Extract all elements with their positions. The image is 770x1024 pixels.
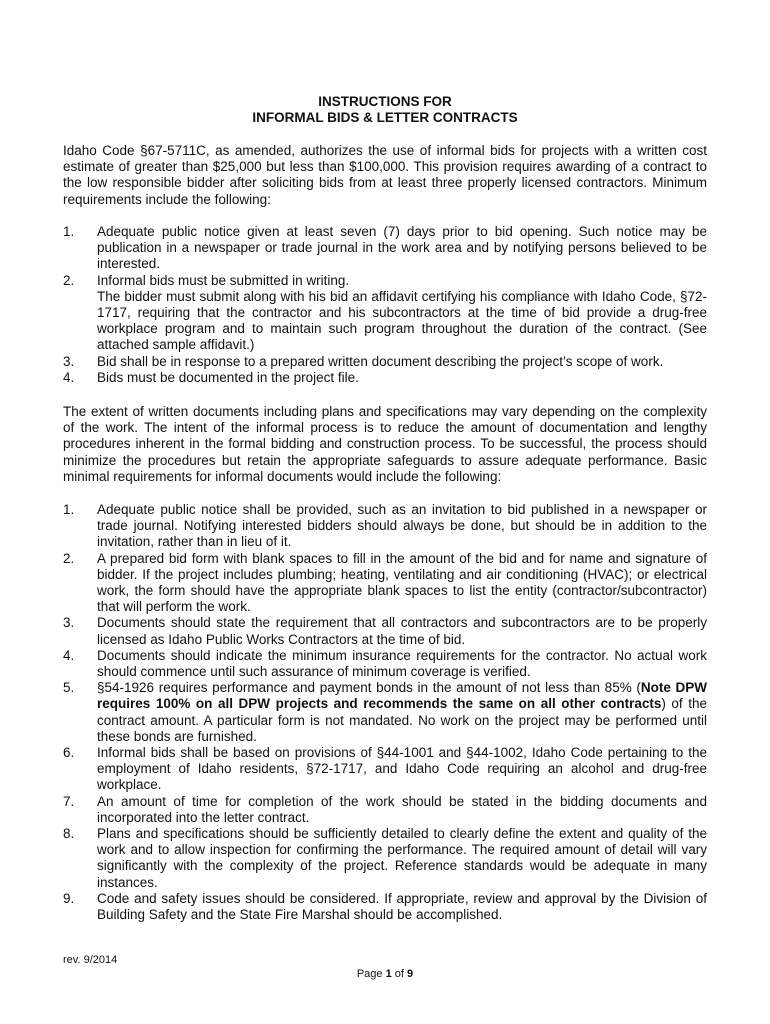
list-item: [63, 648, 707, 680]
list-item: [63, 502, 707, 551]
list-item-text: Documents should indicate the minimum insurance requirements for the contractor. No actual work should commence until such assurance of minimum coverage is verified.: [97, 647, 707, 680]
list-item: [63, 354, 707, 370]
list-item: [63, 891, 707, 923]
list-item-text: A prepared bid form with blank spaces to fill in the amount of the bid and for name and signature of bidder. If the project includes plumbing; heating, ventilating and air conditioning (HVAC); or electrical work, the form should have the appropriate blank spaces to list the entity (contractor/subcontractor) that will perform the work.: [97, 550, 707, 615]
list-item-text: Adequate public notice shall be provided, such as an invitation to bid published in a newspaper or trade journal. Notifying interested bidders should always be done, but should be in addition to the invitation, rather than in lieu of it.: [97, 502, 707, 550]
list-item-text: An amount of time for completion of the work should be stated in the bidding documents and incorporated into the letter contract.: [97, 793, 707, 825]
list-item-text: Informal bids must be submitted in writing.: [97, 272, 350, 288]
extent-paragraph: The extent of written documents including plans and specifications may vary depending on the complexity of the work. The intent of the informal process is to reduce the amount of documentation and lengthy procedures inherent in the formal bidding and construction process. To be successful, the process should minimize the procedures but retain the appropriate safeguards to assure adequate performance. Basic minimal requirements for informal documents would include the following:: [63, 404, 707, 484]
list-item-text: Plans and specifications should be sufficiently detailed to clearly define the extent and quality of the work and to allow inspection for confirming the performance. The required amount of detail will vary significantly with the complexity of the project. Reference standards would be adequate in many instances.: [97, 826, 707, 890]
document-title: [0, 94, 770, 127]
list-item-number: 4.: [63, 369, 75, 385]
bond-text-end: ) of the contract amount. A particular form is not mandated. No work on the project may be performed until these bonds are furnished.: [97, 696, 707, 744]
list-item-number: 9.: [63, 890, 75, 906]
list-item: [63, 794, 707, 826]
intro-paragraph: Idaho Code §67-5711C, as amended, authorizes the use of informal bids for projects with a written cost estimate of greater than $25,000 but less than $100,000. This provision requires awarding of a contract to the low responsible bidder after soliciting bids from at least three properly licensed contractors. Minimum requirements include the following:: [63, 143, 707, 207]
basic-requirements-list: [63, 502, 707, 923]
title-line-1: INSTRUCTIONS FOR: [318, 94, 452, 109]
list-item: [63, 224, 707, 273]
page-word: Page: [356, 968, 383, 980]
list-item-number: 7.: [63, 793, 75, 809]
list-item: [63, 551, 707, 616]
list-item-number: 8.: [63, 826, 75, 842]
list-item-number: 6.: [63, 745, 75, 761]
list-item-number: 1.: [63, 224, 75, 239]
bond-text-start: §54-1926 requires performance and payment bonds in the amount of not less than 85% (: [97, 680, 641, 696]
list-item: [63, 615, 707, 647]
list-item-text: Bids must be documented in the project file.: [97, 369, 359, 385]
list-item-number: 2.: [63, 272, 75, 288]
total-pages: 9: [407, 968, 414, 980]
list-item: [63, 680, 707, 745]
list-item-number: 1.: [63, 502, 75, 517]
list-item-number: 3.: [63, 615, 75, 631]
title-line-2: INFORMAL BIDS & LETTER CONTRACTS: [252, 110, 518, 126]
list-item-text: [97, 680, 707, 744]
list-item-text: Bid shall be in response to a prepared written document describing the project’s scope of work.: [97, 353, 664, 369]
list-item-text: Informal bids shall be based on provisions of §44-1001 and §44-1002, Idaho Code pertaining to the employment of Idaho residents, §72-1717, and Idaho Code requiring an alcohol and drug-free workplace.: [97, 745, 707, 793]
list-item: [63, 826, 707, 891]
current-page: 1: [385, 968, 392, 980]
of-word: of: [394, 968, 404, 980]
list-item: [63, 370, 707, 386]
list-item-number: 5.: [63, 680, 75, 696]
bond-note-bold: Note DPW requires 100% on all DPW projects and recommends the same on all other contracts: [97, 680, 707, 712]
list-item-text: Adequate public notice given at least seven (7) days prior to bid opening. Such notice may be publication in a newspaper or trade journal in the work area and by notifying persons believed to be interested.: [97, 224, 707, 272]
list-item-text: Code and safety issues should be considered. If appropriate, review and approval by the Division of Building Safety and the State Fire Marshal should be accomplished.: [97, 890, 707, 923]
list-item-number: 4.: [63, 647, 75, 663]
list-item: [63, 745, 707, 794]
revision-date: rev. 9/2014: [63, 954, 118, 966]
list-item-number: 2.: [63, 550, 75, 566]
list-item-number: 3.: [63, 353, 75, 369]
list-item-text-continued: The bidder must submit along with his bid an affidavit certifying his compliance with Idaho Code, §72-1717, requiring that the contractor and his subcontractors at the time of bid provide a drug-free workplace program and to maintain such program throughout the duration of the contract. (See attached sample affidavit.): [97, 288, 707, 353]
list-item: [63, 273, 707, 354]
page-number: [0, 966, 770, 982]
minimum-requirements-list: [63, 224, 707, 386]
list-item-text: Documents should state the requirement that all contractors and subcontractors are to be properly licensed as Idaho Public Works Contractors at the time of bid.: [97, 615, 707, 647]
